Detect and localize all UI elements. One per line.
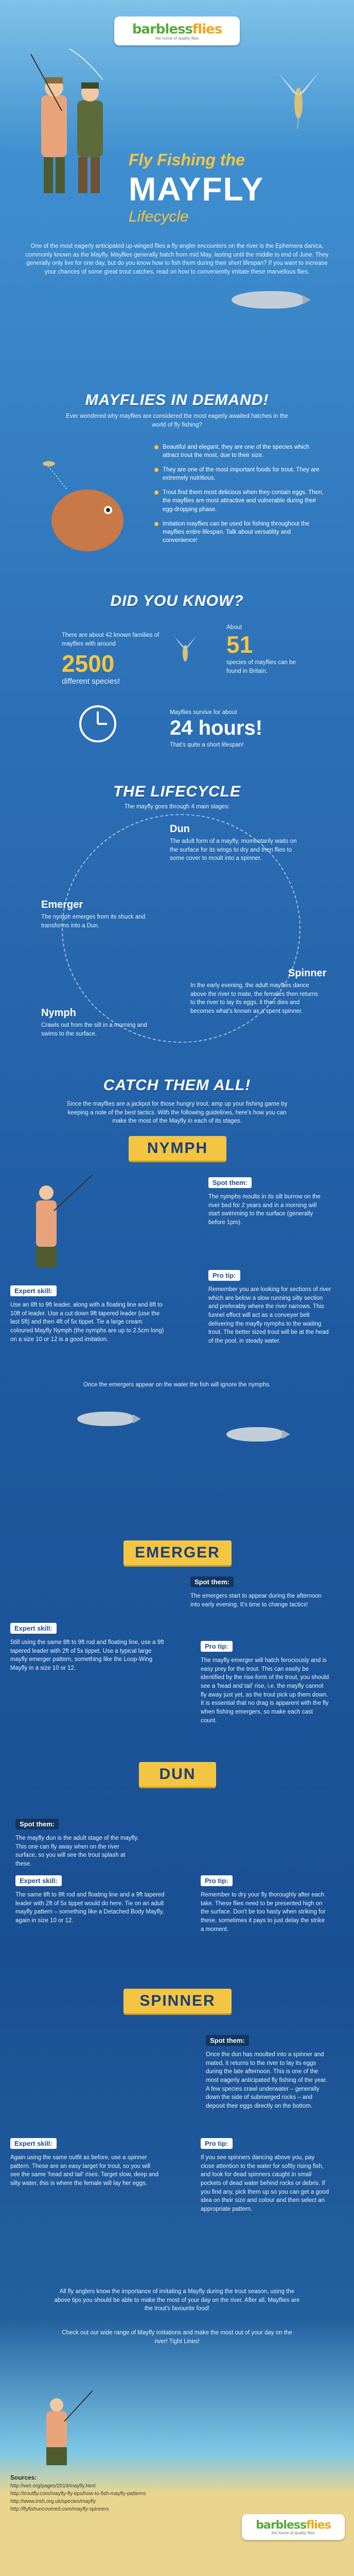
emerger-banner: EMERGER xyxy=(123,1540,232,1565)
did-you-know-heading: DID YOU KNOW? xyxy=(110,592,244,609)
dun-expert-text: The same 8ft to 9ft rod and floating line and a 9ft tapered leader with 2ft of 5x tippet would do here. Tie on an adult mayfly pattern – something like a Detached Body Mayfly, again in size 10 or 12. xyxy=(15,1892,165,1924)
nymph-note: Once the emergers appear on the water the fish will ignore the nymphs. xyxy=(83,1382,271,1388)
fact1-text: There are about 42 known families of mayflies with around xyxy=(62,632,160,647)
demand-bullet: Imitation mayflies can be used for fishing throughout the mayflies entire lifespan. Talk about versatility and convenience! xyxy=(154,520,324,545)
spinner-spot-label: Spot them: xyxy=(206,2035,249,2046)
demand-bullet: Trout find them most delicious when they contain eggs. Then, the mayflies are most attractive and vulnerable during their egg-dropping phase. xyxy=(154,488,324,513)
dun-spot-label: Spot them: xyxy=(15,1819,59,1829)
emerger-expert-label: Expert skill: xyxy=(10,1623,57,1634)
title-line-3: Lifecycle xyxy=(129,208,189,225)
spinner-spot-text: Once the dun has moulted into a spinner and mated, it returns to the river to lay its eggs during the late afternoon. This is one of the most eagerly anticipated fly fishing of the year. A few species crawl underwater – generally down the side of submerged rocks – and deposit their eggs directly on the bottom. xyxy=(206,2052,327,2110)
emerger-expert-text: Still using the same 8ft to 9ft rod and floating line, use a 9ft tapered leader with 2ft of 5x tippet. Use a typical large mayfly emerger pattern, something like the Loop-Wing Mayfly in a size 10 or 12. xyxy=(10,1639,164,1672)
stage-spinner-text: In the early evening, the adult mayflies dance above the river to mate, the females then returns to the river to lay its eggs, it then dies and becomes what's known as a spent spinner. xyxy=(190,982,318,1015)
dun-expert-label: Expert skill: xyxy=(15,1875,62,1886)
stage-dun-title: Dun xyxy=(170,823,190,835)
brand-tagline: the home of quality flies xyxy=(155,36,199,41)
spinner-banner: SPINNER xyxy=(123,1989,232,2013)
demand-bullet: Beautiful and elegant, they are one of the species which attract trout the most, due to their size. xyxy=(154,443,324,460)
fact2-suffix: species of mayflies can be found in Britain. xyxy=(226,659,296,674)
nymph-expert-label: Expert skill: xyxy=(10,1285,57,1296)
footer-brand-name-part2: flies xyxy=(306,2519,331,2532)
demand-heading: MAYFLIES IN DEMAND! xyxy=(85,392,269,409)
source-link[interactable]: http://flyfishuncovered.com/mayfly-spinners xyxy=(10,2506,109,2512)
stage-emerger-title: Emerger xyxy=(41,899,83,910)
trout-illustration-nymph-2 xyxy=(226,1427,283,1442)
spinner-expert-text: Again using the same outfit as before, use a spinner pattern. These are an easy target for trout, so you will see the same 'head and tail' rises. Target slow, deep and silty water, this is where the female will lay her eggs. xyxy=(10,2155,159,2187)
emerger-spot-label: Spot them: xyxy=(190,1577,234,1587)
demand-bullets xyxy=(154,443,324,545)
demand-bullet: They are one of the most important foods for trout. They are extremely nutritious. xyxy=(154,466,324,482)
spinner-protip-text: If you see spinners dancing above you, pay close attention to the water for softly rising fish, and look for dead spinners caught in small pockets of dead water behind rocks or debris. If you find any, pick them up so you can get a good idea on their size and colour and then select an appropriate pattern. xyxy=(201,2155,329,2213)
mayfly-icon xyxy=(170,634,201,665)
fact3-number: 24 hours! xyxy=(170,717,263,739)
closing-paragraph-2: Check out our wide range of Mayfly imitations and make the most out of your day on the river! Tight Lines! xyxy=(62,2330,292,2345)
sources xyxy=(10,2473,237,2513)
source-link[interactable]: http://wet.org/pages/2019/mayfly.html xyxy=(10,2483,96,2489)
fact2-number: 51 xyxy=(226,631,253,658)
spinner-expert-label: Expert skill: xyxy=(10,2138,57,2149)
fact1-number: 2500 xyxy=(62,650,115,677)
catch-intro: Since the mayflies are a jackpot for those hungry trout, amp up your fishing game by keeping a note of the best tactics. With the following guidelines, here's how you can make the most of the Mayfly in each of its stages. xyxy=(66,1101,288,1125)
fact3-prefix: Mayflies survive for about xyxy=(170,709,237,716)
nymph-spot-label: Spot them: xyxy=(208,1177,252,1188)
clock-icon xyxy=(77,703,118,744)
demand-trout-illustration xyxy=(26,443,149,572)
stage-nymph-text: Crawls out from the silt in a morning and swims to the surface. xyxy=(41,1022,147,1037)
fact3-suffix: That's quite a short lifespan! xyxy=(170,742,244,748)
emerger-protip-label: Pro tip: xyxy=(201,1641,233,1652)
intro-paragraph: One of the most eagerly anticipated up-winged flies a fly angler encounters on the river is the Ephemera danica, commonly known as the Mayfly. Mayflies generally hatch from mid May, lasting until the middle to end of June. They generally only live for one day, but do you know how to fish them during their short lifespan? If you want to increase your chances of some great trout catches, read on how to conveniently imitate these marvellous flies. xyxy=(25,243,329,276)
angler-illustration-nymph xyxy=(15,1170,93,1273)
lifecycle-heading: THE LIFECYCLE xyxy=(113,783,241,800)
demand-intro: Ever wondered why mayflies are considered the most eagerly awaited hatches in the world of fly fishing? xyxy=(66,413,288,428)
dun-banner: DUN xyxy=(139,1762,216,1787)
brand-logo[interactable] xyxy=(114,16,240,45)
emerger-spot-text: The emergers start to appear during the afternoon into early evening. It's time to change tactics! xyxy=(190,1593,322,1608)
trout-illustration xyxy=(232,291,304,309)
sources-heading: Sources: xyxy=(10,2474,37,2481)
fact1-suffix: different species! xyxy=(62,677,120,686)
brand-name-part1: barbless xyxy=(132,21,192,37)
anglers-illustration xyxy=(21,49,123,198)
catch-heading: CATCH THEM ALL! xyxy=(103,1077,251,1094)
mayfly-illustration-top xyxy=(268,67,329,129)
source-link[interactable]: http://troutfly.com/mayfly-fly-tips/how-to-fish-mayfly-patterns xyxy=(10,2491,146,2497)
title-line-1: Fly Fishing the xyxy=(129,150,245,169)
stage-dun-text: The adult form of a mayfly, momentarily waits on the surface for its wings to dry and then flies to some cover to moult into a spinner. xyxy=(170,838,297,862)
stage-spinner-title: Spinner xyxy=(288,968,327,979)
source-link[interactable]: http://www.irish.org.uk/species/mayfly xyxy=(10,2499,96,2504)
stage-emerger-text: The nymph emerges from its shuck and transforms into a Dun. xyxy=(41,914,145,929)
nymph-banner: NYMPH xyxy=(129,1136,226,1161)
footer-brand-name-part1: barbless xyxy=(256,2519,307,2532)
lifecycle-subheading: The mayfly goes through 4 main stages: xyxy=(124,804,230,810)
footer-brand-logo[interactable] xyxy=(242,2514,345,2540)
title-mayfly: MAYFLY xyxy=(129,171,264,208)
shore-angler-illustration xyxy=(31,2391,93,2468)
brand-name-part2: flies xyxy=(192,21,222,37)
closing-paragraph-1: All fly anglers know the importance of imitating a Mayfly during the trout season, using the above tips you should be able to make the most of your day on the river. After all, Mayflies are the trout's favourite food! xyxy=(54,2289,300,2312)
emerger-protip-text: The mayfly emerger will hatch ferociously and is easy prey for the trout. This can easily be identified by the rise-form of the trout, you should see a 'head and tail' rise, i.e. the mayfly cannot fly away just yet, as the trout pick up them down. It is essential that no drag is apparent with the fly when fishing emergers, so make each cast count. xyxy=(201,1657,329,1724)
footer-brand-tagline: the home of quality flies xyxy=(271,2531,315,2535)
dun-spot-text: The mayfly dun is the adult stage of the mayfly. This one can fly away when on the river surface, so you will see the trout splash at these. xyxy=(15,1835,139,1868)
fact2-prefix: About xyxy=(226,624,242,631)
spinner-protip-label: Pro tip: xyxy=(201,2138,233,2149)
stage-nymph-title: Nymph xyxy=(41,1007,76,1019)
nymph-spot-text: The nymphs moults in its silt burrow on the river bed for 2 years and in a morning will start swimming to the surface (generally before 1pm). xyxy=(208,1194,321,1226)
nymph-protip-label: Pro tip: xyxy=(208,1270,240,1281)
dun-protip-label: Pro tip: xyxy=(201,1875,233,1886)
trout-illustration-nymph xyxy=(77,1412,134,1426)
nymph-expert-text: Use an 8ft to 9ft leader, along with a floating line and 8ft to 10ft of leader. Use a cut down 9ft tapered leader (use the last 5ft) and then 4ft of 5x tippet. Tie a large cream coloured Mayfly Nymph (the nymphs are up to 2.5cm long) on a size 10 or 12 is a good imitation. xyxy=(10,1302,164,1343)
dun-protip-text: Remember to dry your fly thoroughly after each take. These flies need to be presented high on the surface. Don't be too hasty when striking for these, sometimes it pays to just delay the strike a moment. xyxy=(201,1892,326,1933)
nymph-protip-text: Remember you are looking for sections of river which are below a slow running silty section and preferably where the river narrows. This funnel effect will act as a conveyer belt delivering the mayfly nymphs to the waiting trout. The better sized trout will be at the head of the pool, in steady water. xyxy=(208,1286,331,1345)
